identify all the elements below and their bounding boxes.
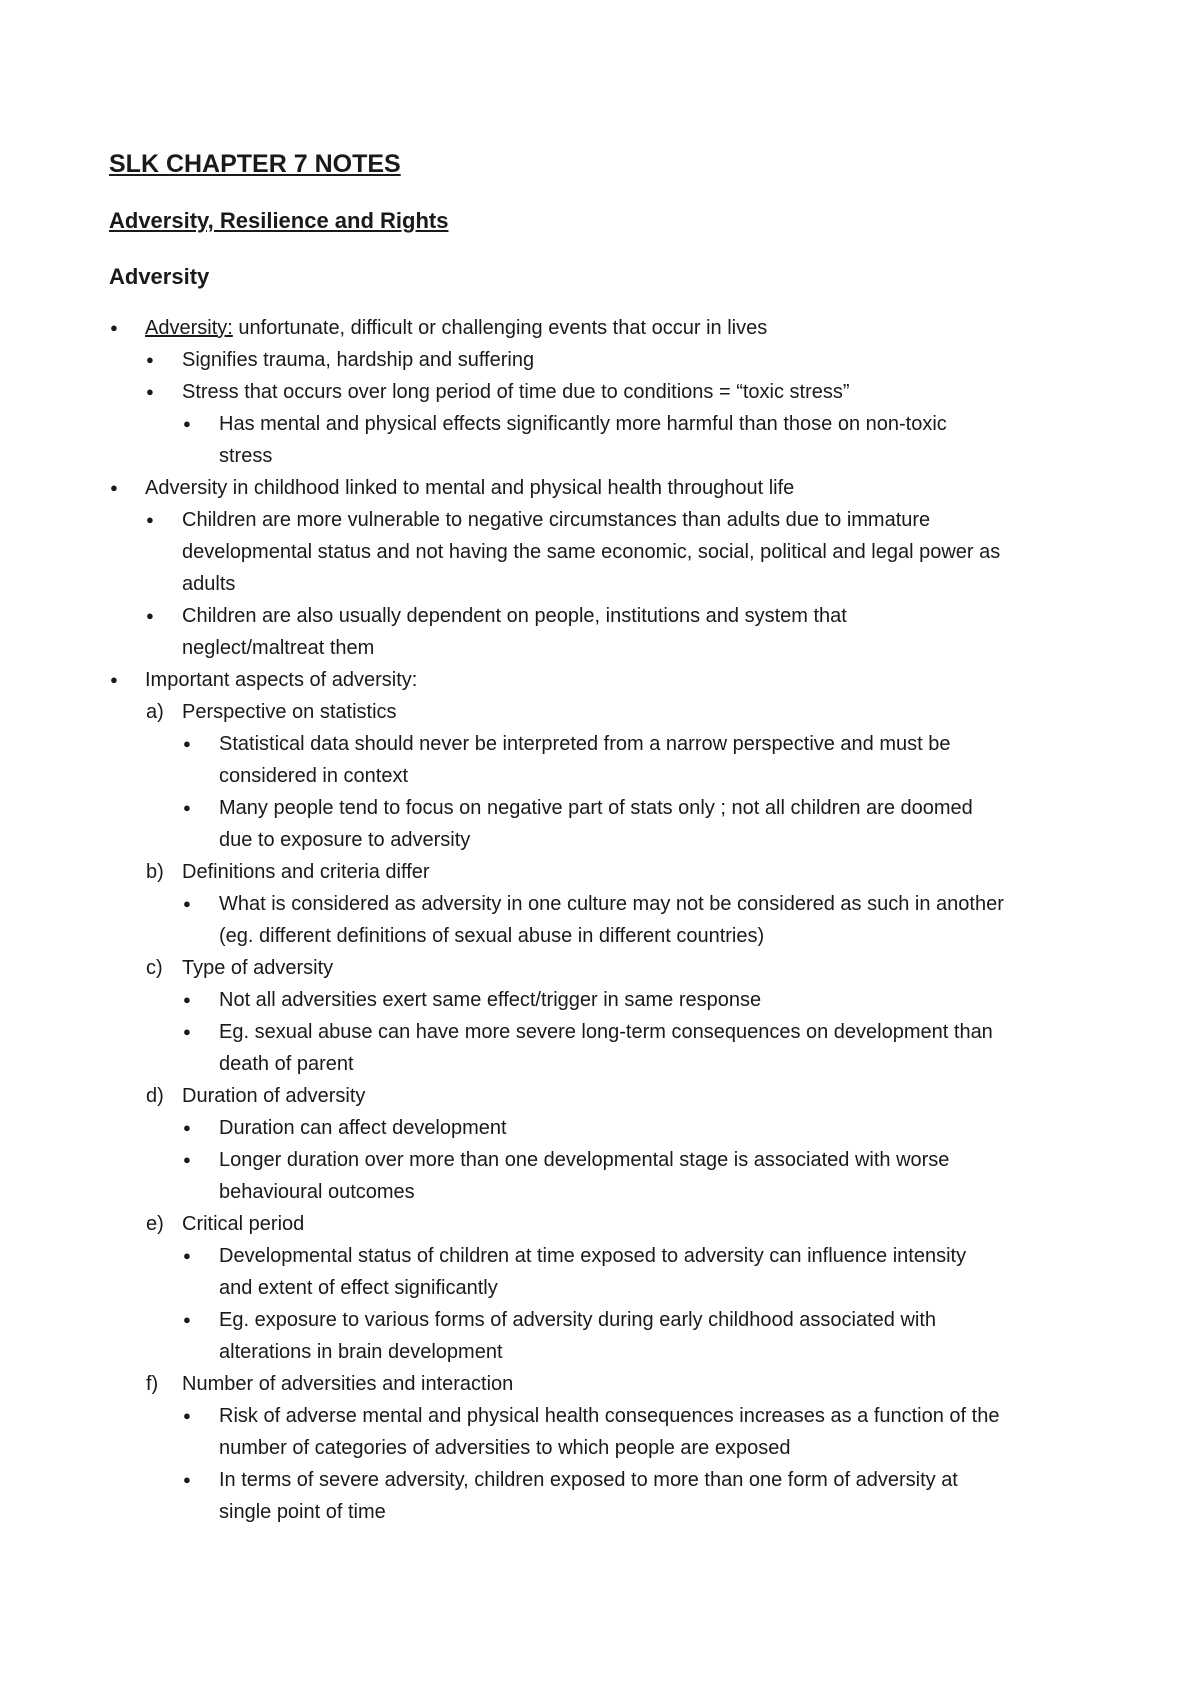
list-item: Critical period xyxy=(182,1213,305,1235)
list-item: Type of adversity xyxy=(182,957,334,979)
list-item: Many people tend to focus on negative part of stats only ; not all children are doomed xyxy=(219,797,973,819)
list-item: Perspective on statistics xyxy=(182,701,397,723)
list-item-continuation: number of categories of adversities to which people are exposed xyxy=(219,1437,791,1459)
bullet-icon: ● xyxy=(146,608,154,623)
list-item: Risk of adverse mental and physical health consequences increases as a function of the xyxy=(219,1405,1000,1427)
bullet-icon: ● xyxy=(183,1472,191,1487)
list-item-continuation: considered in context xyxy=(219,765,409,787)
list-item-continuation: and extent of effect significantly xyxy=(219,1277,498,1299)
list-item: What is considered as adversity in one culture may not be considered as such in another xyxy=(219,893,1004,915)
section-subtitle: Adversity, Resilience and Rights xyxy=(109,208,449,233)
list-item: Important aspects of adversity: xyxy=(145,669,418,691)
bullet-icon: ● xyxy=(183,1120,191,1135)
bullet-icon: ● xyxy=(183,1024,191,1039)
bullet-icon: ● xyxy=(146,512,154,527)
list-item: Number of adversities and interaction xyxy=(182,1373,514,1395)
list-letter: f) xyxy=(146,1373,159,1395)
list-item-continuation: behavioural outcomes xyxy=(219,1181,415,1203)
list-item: Eg. sexual abuse can have more severe long-term consequences on development than xyxy=(219,1021,993,1043)
list-item-continuation: adults xyxy=(182,573,236,595)
list-item xyxy=(145,316,767,340)
list-item: Adversity in childhood linked to mental and physical health throughout life xyxy=(145,477,795,499)
bullet-icon: ● xyxy=(183,896,191,911)
bullet-icon: ● xyxy=(110,320,118,335)
list-item: Children are also usually dependent on people, institutions and system that xyxy=(182,605,847,627)
bullet-icon: ● xyxy=(183,992,191,1007)
term-adversity: Adversity: xyxy=(145,317,233,339)
list-item-continuation: (eg. different definitions of sexual abuse in different countries) xyxy=(219,925,765,947)
list-item-continuation: due to exposure to adversity xyxy=(219,829,471,851)
bullet-icon: ● xyxy=(183,1152,191,1167)
bullet-icon: ● xyxy=(183,416,191,431)
term-definition: unfortunate, difficult or challenging events that occur in lives xyxy=(232,317,768,339)
list-item: Children are more vulnerable to negative circumstances than adults due to immature xyxy=(182,509,931,531)
list-item: Statistical data should never be interpreted from a narrow perspective and must be xyxy=(219,733,951,755)
bullet-icon: ● xyxy=(146,352,154,367)
bullet-icon: ● xyxy=(183,1248,191,1263)
list-item-continuation: developmental status and not having the same economic, social, political and legal power as xyxy=(182,541,1001,563)
list-letter: a) xyxy=(146,701,164,723)
list-item-continuation: stress xyxy=(219,445,273,467)
list-letter: b) xyxy=(146,861,164,883)
bullet-icon: ● xyxy=(146,384,154,399)
bullet-icon: ● xyxy=(183,800,191,815)
bullet-icon: ● xyxy=(110,672,118,687)
bullet-icon: ● xyxy=(110,480,118,495)
list-item-continuation: neglect/maltreat them xyxy=(182,637,375,659)
list-item: Has mental and physical effects significantly more harmful than those on non-toxic xyxy=(219,413,947,435)
list-item: Duration of adversity xyxy=(182,1085,366,1107)
list-item: Signifies trauma, hardship and suffering xyxy=(182,349,535,371)
list-item: Longer duration over more than one developmental stage is associated with worse xyxy=(219,1149,950,1171)
list-letter: d) xyxy=(146,1085,164,1107)
bullet-icon: ● xyxy=(183,1312,191,1327)
list-item: Definitions and criteria differ xyxy=(182,861,430,883)
list-letter: e) xyxy=(146,1213,164,1235)
list-item-continuation: alterations in brain development xyxy=(219,1341,503,1363)
list-item: Stress that occurs over long period of time due to conditions = “toxic stress” xyxy=(182,381,850,403)
list-item-continuation: single point of time xyxy=(219,1501,386,1523)
section-heading: Adversity xyxy=(109,264,210,289)
list-item: Not all adversities exert same effect/trigger in same response xyxy=(219,989,762,1011)
list-item: Eg. exposure to various forms of adversity during early childhood associated with xyxy=(219,1309,937,1331)
list-item: In terms of severe adversity, children exposed to more than one form of adversity at xyxy=(219,1469,958,1491)
list-item-continuation: death of parent xyxy=(219,1053,354,1075)
list-item: Developmental status of children at time exposed to adversity can influence intensity xyxy=(219,1245,967,1267)
list-item: Duration can affect development xyxy=(219,1117,507,1139)
bullet-icon: ● xyxy=(183,1408,191,1423)
list-letter: c) xyxy=(146,957,163,979)
page-title: SLK CHAPTER 7 NOTES xyxy=(109,150,401,178)
bullet-icon: ● xyxy=(183,736,191,751)
